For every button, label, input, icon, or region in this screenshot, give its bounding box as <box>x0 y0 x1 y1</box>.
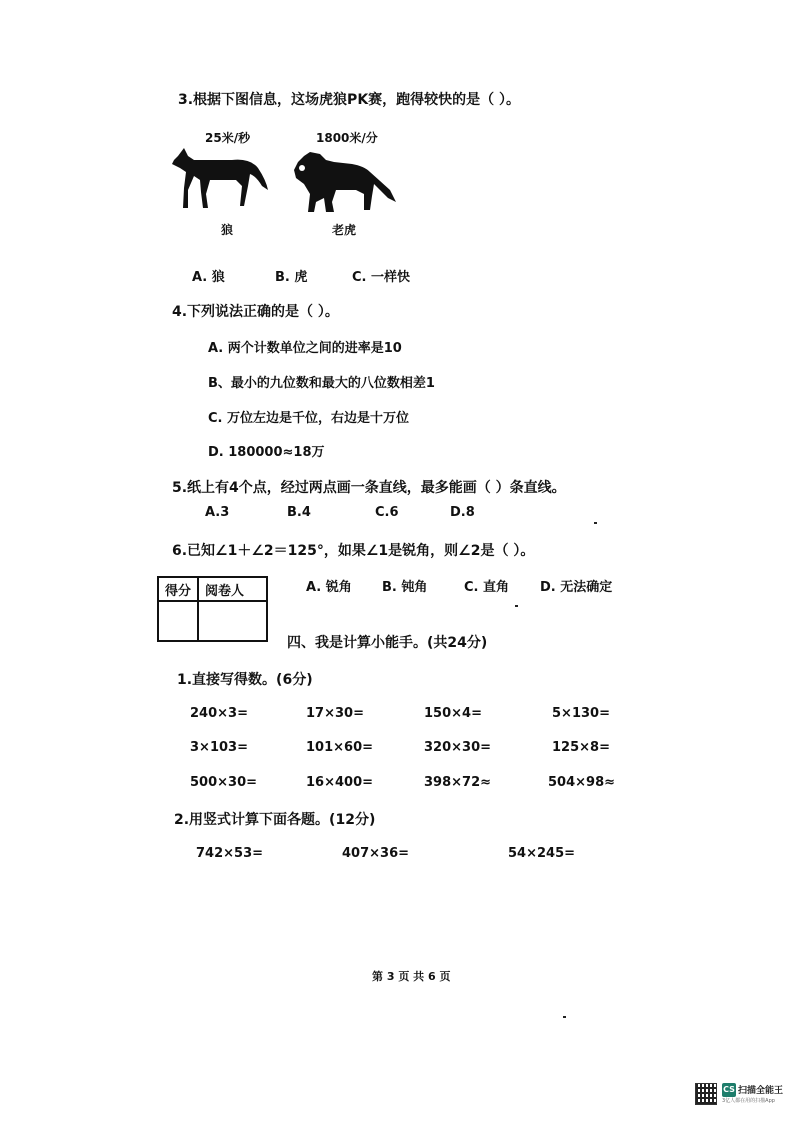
q3-option-c: C. 一样快 <box>352 270 411 285</box>
q3-option-b: B. 虎 <box>275 270 308 285</box>
q5-option-c: C.6 <box>375 505 399 520</box>
section4-sub1: 1.直接写得数。(6分) <box>177 672 313 688</box>
direct-3-3: 398×72≈ <box>424 775 492 790</box>
vertical-2: 407×36= <box>342 846 410 861</box>
direct-2-1: 3×103= <box>190 740 248 755</box>
q4-option-c: C. 万位左边是千位，右边是十万位 <box>208 411 410 426</box>
direct-2-4: 125×8= <box>552 740 610 755</box>
watermark-brand: 扫描全能王 <box>738 1086 784 1096</box>
q4-option-b: B、最小的九位数和最大的八位数相差1 <box>208 376 435 391</box>
tiger-image <box>290 150 398 214</box>
page-footer: 第 3 页 共 6 页 <box>372 970 451 983</box>
scan-speck <box>594 522 597 524</box>
direct-2-3: 320×30= <box>424 740 492 755</box>
direct-1-4: 5×130= <box>552 706 610 721</box>
camscanner-logo-icon: CS <box>722 1083 736 1097</box>
grader-header: 阅卷人 <box>198 577 267 601</box>
q6-text: 6.已知∠1＋∠2＝125°，如果∠1是锐角，则∠2是（ ）。 <box>172 543 535 559</box>
tiger-label: 老虎 <box>332 223 357 237</box>
section4-title: 四、我是计算小能手。(共24分) <box>287 635 488 651</box>
direct-3-4: 504×98≈ <box>548 775 616 790</box>
q6-option-c: C. 直角 <box>464 580 510 595</box>
score-header: 得分 <box>158 577 198 601</box>
wolf-image <box>170 146 270 212</box>
score-cell[interactable] <box>158 601 198 641</box>
wolf-label: 狼 <box>221 223 234 237</box>
q3-option-a: A. 狼 <box>192 270 225 285</box>
q5-text: 5.纸上有4个点，经过两点画一条直线，最多能画（ ）条直线。 <box>172 480 566 496</box>
grader-cell[interactable] <box>198 601 267 641</box>
direct-3-2: 16×400= <box>306 775 374 790</box>
direct-2-2: 101×60= <box>306 740 374 755</box>
direct-1-3: 150×4= <box>424 706 482 721</box>
q6-option-b: B. 钝角 <box>382 580 428 595</box>
q3-text: 3.根据下图信息，这场虎狼PK赛，跑得较快的是（ ）。 <box>178 92 521 108</box>
scan-speck <box>563 1016 566 1018</box>
direct-1-2: 17×30= <box>306 706 364 721</box>
q4-option-a: A. 两个计数单位之间的进率是10 <box>208 341 402 356</box>
q5-option-d: D.8 <box>450 505 475 520</box>
direct-3-1: 500×30= <box>190 775 258 790</box>
q4-option-d: D. 180000≈18万 <box>208 445 325 460</box>
vertical-3: 54×245= <box>508 846 576 861</box>
qr-code-icon <box>695 1083 717 1105</box>
tiger-speed: 1800米/分 <box>316 131 378 145</box>
q6-option-a: A. 锐角 <box>306 580 352 595</box>
q5-option-a: A.3 <box>205 505 230 520</box>
vertical-1: 742×53= <box>196 846 264 861</box>
score-table <box>157 576 268 642</box>
direct-1-1: 240×3= <box>190 706 248 721</box>
q5-option-b: B.4 <box>287 505 311 520</box>
q4-text: 4.下列说法正确的是（ ）。 <box>172 304 339 320</box>
watermark-tagline: 3亿人都在用的扫描App <box>722 1098 775 1104</box>
q6-option-d: D. 无法确定 <box>540 580 613 595</box>
scan-speck <box>515 605 518 607</box>
section4-sub2: 2.用竖式计算下面各题。(12分) <box>174 812 376 828</box>
wolf-speed: 25米/秒 <box>205 131 251 145</box>
